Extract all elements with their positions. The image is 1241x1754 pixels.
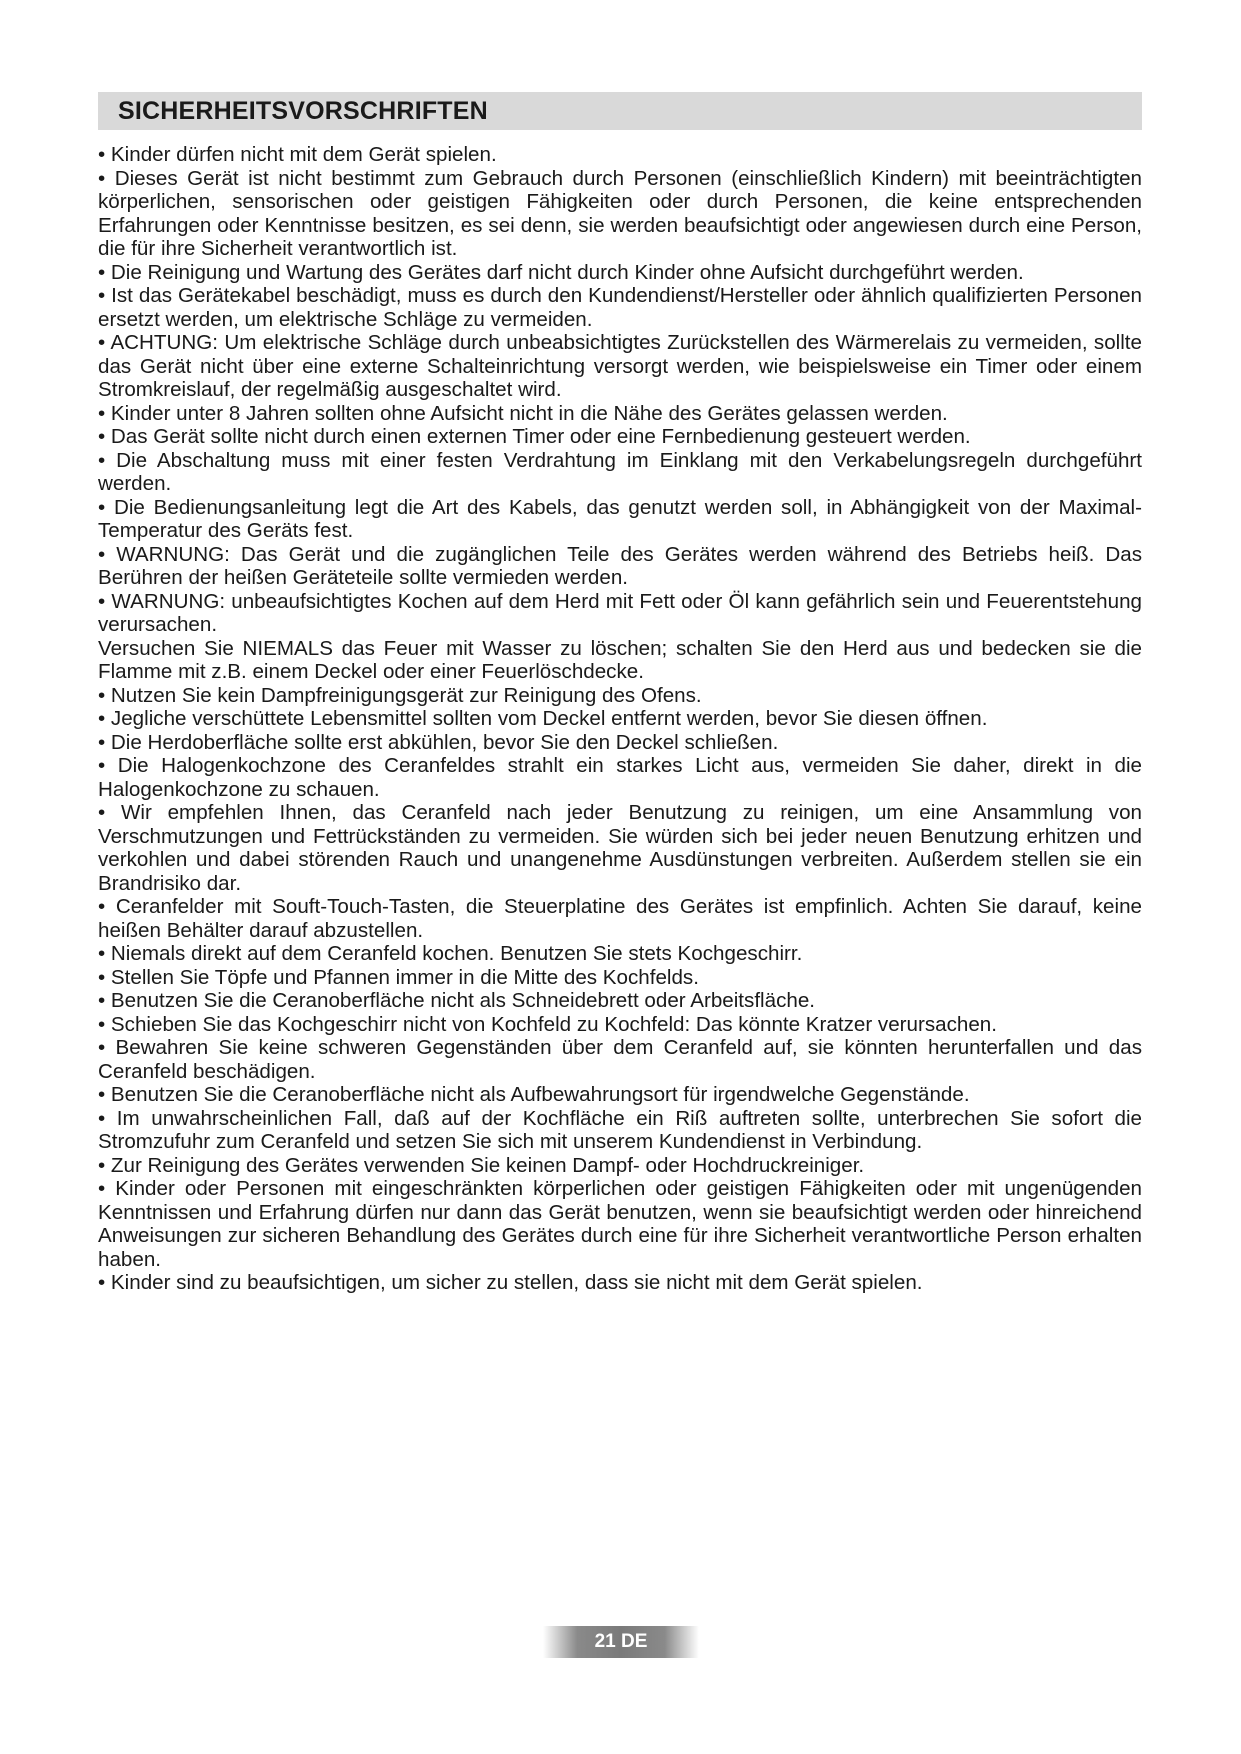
page-number-badge — [543, 1626, 699, 1658]
section-header-bar — [98, 92, 1142, 130]
safety-item: • Das Gerät sollte nicht durch einen externen Timer oder eine Fernbedienung gesteuert werden. — [98, 425, 971, 448]
safety-item: • Schieben Sie das Kochgeschirr nicht von Kochfeld zu Kochfeld: Das könnte Kratzer verursachen. — [98, 1012, 997, 1036]
safety-item: • Ist das Gerätekabel beschädigt, muss es durch den Kundendienst/Hersteller oder ähnlich qualifizierten Personen ersetzt werden, um elektrische Schläge zu vermeiden. — [98, 284, 1142, 331]
safety-item: • Wir empfehlen Ihnen, das Ceranfeld nach jeder Benutzung zu reinigen, um eine Ansammlung von Verschmutzungen und Fettrückständen zu vermeiden. Sie würden sich bei jeder neuen Benutzung erhitzen und verkohlen und dabei störenden Rauch und unangenehme Ausdünstungen verbreiten. Außerdem stellen sie ein Brandrisiko dar. — [98, 801, 1142, 895]
safety-item: • Dieses Gerät ist nicht bestimmt zum Gebrauch durch Personen (einschließlich Kindern) mit beeinträchtigten körperlichen, sensorischen oder geistigen Fähigkeiten oder durch Personen, die keine entsprechenden Erfahrungen oder Kenntnisse besitzen, es sei denn, sie werden beaufsichtigt oder angewiesen durch eine Person, die für ihre Sicherheit verantwortlich ist. — [98, 166, 1142, 260]
safety-item: • ACHTUNG: Um elektrische Schläge durch unbeabsichtigtes Zurückstellen des Wärmerelais zu vermeiden, sollte das Gerät nicht über eine externe Schalteinrichtung versorgt werden, wie beispielsweise ein Timer oder einem Stromkreislauf, der regelmäßig ausgeschaltet wird. — [98, 331, 1142, 401]
safety-item: Versuchen Sie NIEMALS das Feuer mit Wasser zu löschen; schalten Sie den Herd aus und bedecken sie die Flamme mit z.B. einem Deckel oder einer Feuerlöschdecke. — [98, 636, 1142, 683]
safety-item: • Niemals direkt auf dem Ceranfeld kochen. Benutzen Sie stets Kochgeschirr. — [98, 942, 803, 965]
page-number: 21 DE — [594, 1631, 648, 1652]
safety-item: • Kinder sind zu beaufsichtigen, um sicher zu stellen, dass sie nicht mit dem Gerät spielen. — [98, 1271, 923, 1294]
safety-item: • Ceranfelder mit Souft-Touch-Tasten, die Steuerplatine des Gerätes ist empfinlich. Achten Sie darauf, keine heißen Behälter darauf abzustellen. — [98, 895, 1142, 942]
safety-item: • Kinder dürfen nicht mit dem Gerät spielen. — [98, 143, 497, 166]
safety-item: • Bewahren Sie keine schweren Gegenständen über dem Ceranfeld auf, sie könnten herunterfallen und das Ceranfeld beschädigen. — [98, 1036, 1142, 1083]
safety-item: • Die Reinigung und Wartung des Gerätes darf nicht durch Kinder ohne Aufsicht durchgeführt werden. — [98, 260, 1024, 284]
safety-item: • Die Abschaltung muss mit einer festen Verdrahtung im Einklang mit den Verkabelungsregeln durchgeführt werden. — [98, 448, 1142, 495]
safety-item: • Benutzen Sie die Ceranoberfläche nicht als Aufbewahrungsort für irgendwelche Gegenstände. — [98, 1083, 970, 1106]
safety-item: • Kinder unter 8 Jahren sollten ohne Aufsicht nicht in die Nähe des Gerätes gelassen werden. — [98, 401, 948, 425]
safety-item: • WARNUNG: unbeaufsichtigtes Kochen auf dem Herd mit Fett oder Öl kann gefährlich sein und Feuerentstehung verursachen. — [98, 589, 1142, 636]
safety-instructions-list — [98, 143, 1142, 1295]
safety-item: • Die Halogenkochzone des Ceranfeldes strahlt ein starkes Licht aus, vermeiden Sie daher, direkt in die Halogenkochzone zu schauen. — [98, 754, 1142, 801]
safety-item: • Stellen Sie Töpfe und Pfannen immer in die Mitte des Kochfelds. — [98, 965, 699, 989]
section-title: SICHERHEITSVORSCHRIFTEN — [118, 96, 488, 125]
safety-item: • WARNUNG: Das Gerät und die zugänglichen Teile des Gerätes werden während des Betriebs heiß. Das Berühren der heißen Geräteteile sollte vermieden werden. — [98, 542, 1142, 589]
safety-item: • Kinder oder Personen mit eingeschränkten körperlichen oder geistigen Fähigkeiten oder mit ungenügenden Kenntnissen und Erfahrung dürfen nur dann das Gerät benutzen, wenn sie beaufsichtigt werden oder hinreichend Anweisungen zur sicheren Behandlung des Gerätes durch eine für ihre Sicherheit verantwortliche Person erhalten haben. — [98, 1177, 1142, 1271]
safety-item: • Zur Reinigung des Gerätes verwenden Sie keinen Dampf- oder Hochdruckreiniger. — [98, 1153, 865, 1177]
safety-item: • Die Herdoberfläche sollte erst abkühlen, bevor Sie den Deckel schließen. — [98, 730, 779, 754]
safety-item: • Nutzen Sie kein Dampfreinigungsgerät zur Reinigung des Ofens. — [98, 683, 702, 707]
safety-item: • Jegliche verschüttete Lebensmittel sollten vom Deckel entfernt werden, bevor Sie diesen öffnen. — [98, 707, 988, 730]
safety-item: • Benutzen Sie die Ceranoberfläche nicht als Schneidebrett oder Arbeitsfläche. — [98, 989, 815, 1012]
safety-item: • Die Bedienungsanleitung legt die Art des Kabels, das genutzt werden soll, in Abhängigkeit von der Maximal-Temperatur des Geräts fest. — [98, 495, 1142, 542]
safety-item: • Im unwahrscheinlichen Fall, daß auf der Kochfläche ein Riß auftreten sollte, unterbrechen Sie sofort die Stromzufuhr zum Ceranfeld und setzen Sie sich mit unserem Kundendienst in Verbindung. — [98, 1106, 1142, 1153]
